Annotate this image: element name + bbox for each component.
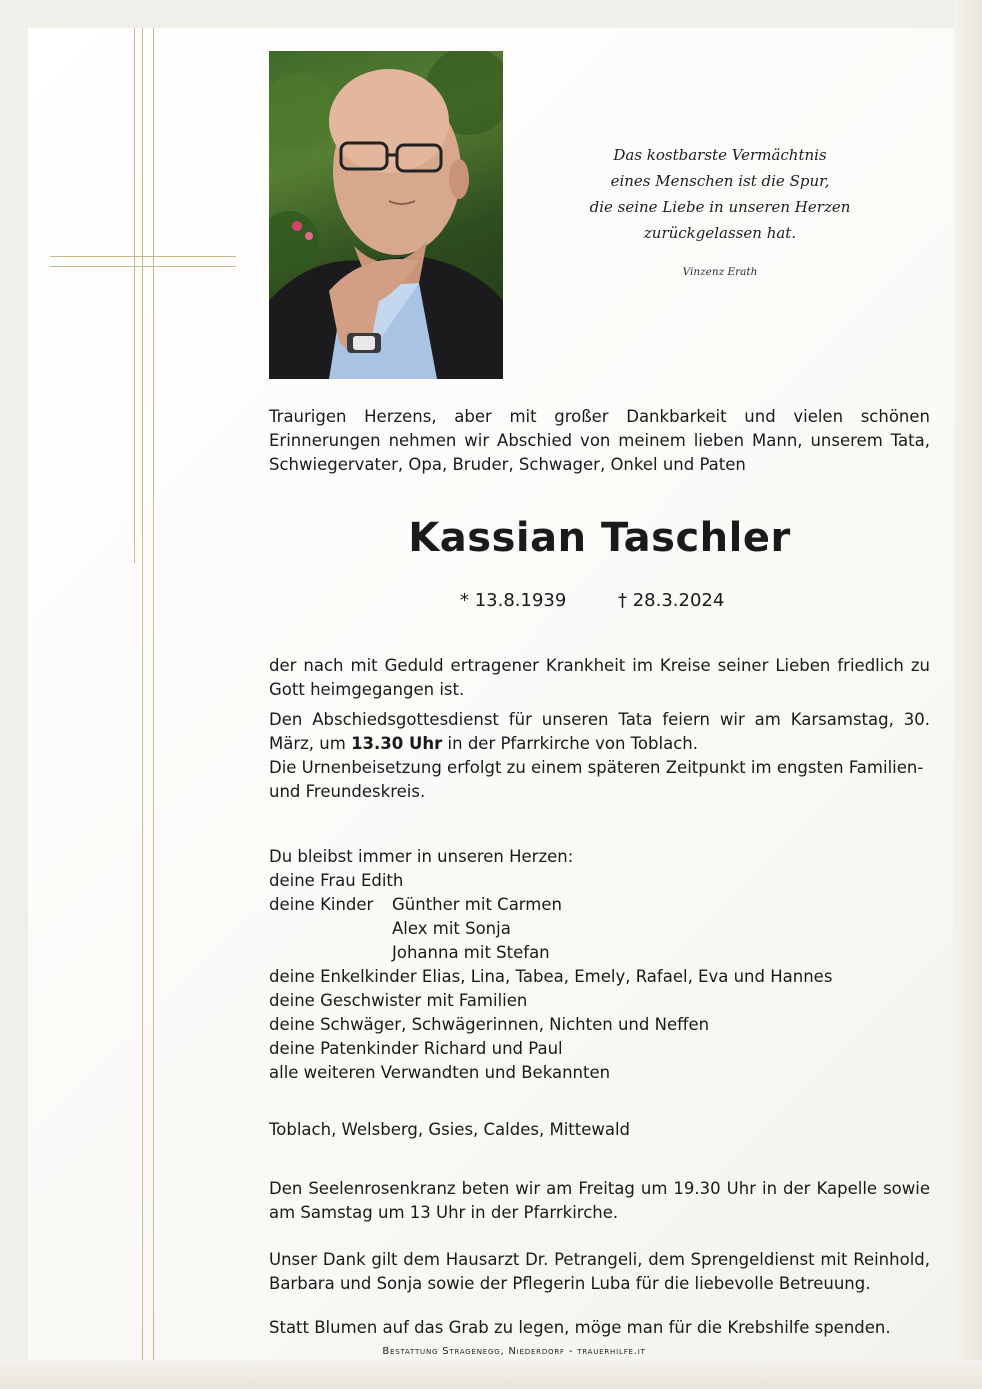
service-info [269, 708, 930, 804]
mourner-entry: deine Geschwister mit Familien [269, 991, 528, 1010]
donation-text: Statt Blumen auf das Grab zu legen, möge man für die Krebshilfe spenden. [269, 1318, 891, 1337]
child-entry: Johanna mit Stefan [392, 943, 550, 962]
passing-text: der nach mit Geduld ertragener Krankheit im Kreise seiner Lieben friedlich zu Gott heimgegangen ist. [269, 656, 930, 699]
page-frame-right [954, 0, 982, 1389]
page-frame-bottom [0, 1360, 982, 1389]
quote-line: die seine Liebe in unseren Herzen [589, 198, 851, 216]
service-text-part: in der Pfarrkirche von Toblach. [442, 734, 698, 753]
portrait-photo [269, 51, 503, 379]
children-row [269, 893, 930, 917]
children-label: deine Kinder [269, 895, 374, 914]
memorial-quote [560, 142, 880, 246]
service-text [269, 708, 930, 756]
funeral-home-footer: Bestattung Stragenegg, Niederdorf - trauerhilfe.it [382, 1346, 646, 1357]
places-text: Toblach, Welsberg, Gsies, Caldes, Mittewald [269, 1120, 631, 1139]
quote-line: zurückgelassen hat. [643, 224, 797, 242]
child-entry: Alex mit Sonja [392, 919, 511, 938]
intro-text: Traurigen Herzens, aber mit großer Dankbarkeit und vielen schönen Erinnerungen nehmen wir Abschied von meinem lieben Mann, unserem Tata, Schwiegervater, Opa, Bruder, Schwager, Onkel und Paten [269, 407, 930, 474]
birth-date: * 13.8.1939 [460, 590, 567, 611]
mourner-entry: deine Enkelkinder Elias, Lina, Tabea, Emely, Rafael, Eva und Hannes [269, 967, 833, 986]
service-time: 13.30 Uhr [351, 734, 443, 753]
thanks-text: Unser Dank gilt dem Hausarzt Dr. Petrangeli, dem Sprengeldienst mit Reinhold, Barbara und Sonja sowie der Pflegerin Luba für die liebevolle Betreuung. [269, 1250, 930, 1293]
mourner-entry: deine Schwäger, Schwägerinnen, Nichten und Neffen [269, 1015, 710, 1034]
service-text-part: Den Abschiedsgottesdienst für unseren Tata feiern wir am Karsamstag, 30. März, um [269, 710, 930, 753]
mourner-entry: alle weiteren Verwandten und Bekannten [269, 1063, 611, 1082]
rosary-text: Den Seelenrosenkranz beten wir am Freitag um 19.30 Uhr in der Kapelle sowie am Samstag um 13 Uhr in der Pfarrkirche. [269, 1179, 930, 1222]
urn-text: Die Urnenbeisetzung erfolgt zu einem späteren Zeitpunkt im engsten Familien- und Freundeskreis. [269, 758, 924, 801]
quote-line: eines Menschen ist die Spur, [610, 172, 830, 190]
quote-line: Das kostbarste Vermächtnis [613, 146, 827, 164]
death-date: † 28.3.2024 [618, 590, 725, 611]
child-entry: Günther mit Carmen [392, 895, 562, 914]
mourner-entry: deine Patenkinder Richard und Paul [269, 1039, 563, 1058]
quote-author: Vinzenz Erath [682, 266, 758, 278]
mourners-heading: Du bleibst immer in unseren Herzen: [269, 847, 574, 866]
mourners-list [269, 845, 930, 1085]
deceased-name: Kassian Taschler [408, 515, 791, 561]
mourner-wife: deine Frau Edith [269, 871, 404, 890]
